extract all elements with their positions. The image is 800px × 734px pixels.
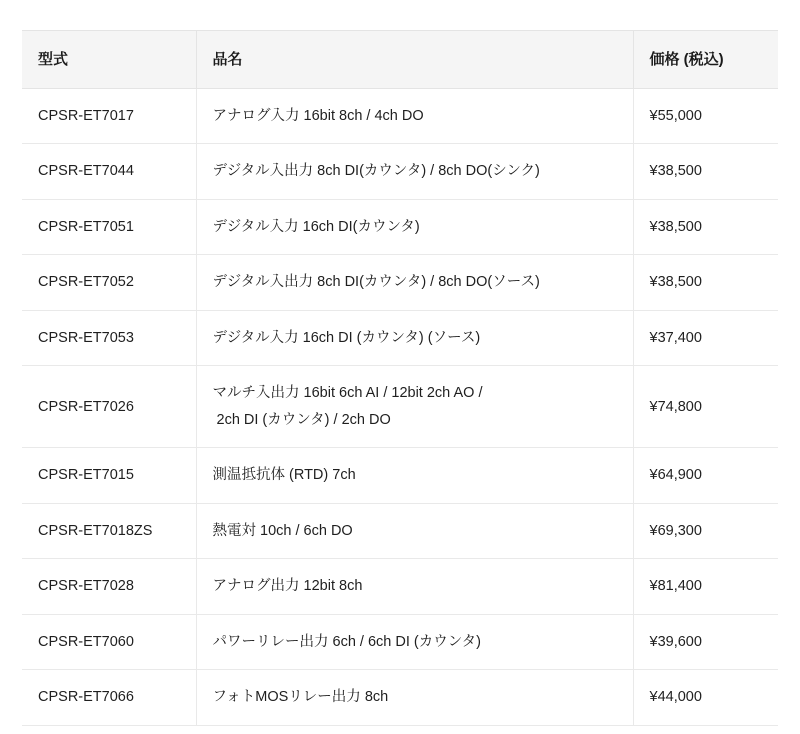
cell-model: CPSR-ET7060 [22,614,196,669]
cell-price: ¥38,500 [633,255,778,310]
column-header-price: 価格 (税込) [633,31,778,89]
cell-model: CPSR-ET7053 [22,310,196,365]
cell-name-line: 測温抵抗体 (RTD) 7ch [212,467,356,484]
cell-price: ¥38,500 [633,144,778,199]
cell-name [196,448,633,503]
cell-model: CPSR-ET7044 [22,144,196,199]
cell-model: CPSR-ET7015 [22,448,196,503]
table-header [22,31,778,89]
table-row [22,614,778,669]
cell-model: CPSR-ET7052 [22,255,196,310]
cell-name [196,255,633,310]
table-row [22,448,778,503]
cell-name [196,503,633,558]
table-row [22,255,778,310]
cell-name [196,366,633,448]
table-row [22,199,778,254]
cell-price: ¥39,600 [633,614,778,669]
cell-price: ¥38,500 [633,199,778,254]
product-price-table [22,30,778,726]
cell-model: CPSR-ET7066 [22,670,196,725]
table-row [22,503,778,558]
cell-price: ¥74,800 [633,366,778,448]
cell-name-line: 熱電対 10ch / 6ch DO [212,522,353,539]
cell-price: ¥55,000 [633,89,778,144]
cell-model: CPSR-ET7017 [22,89,196,144]
table-body [22,89,778,726]
cell-model: CPSR-ET7051 [22,199,196,254]
table-row [22,144,778,199]
cell-name [196,559,633,614]
column-header-model: 型式 [22,31,196,89]
cell-name-line: デジタル入出力 8ch DI(カウンタ) / 8ch DO(シンク) [212,163,540,180]
cell-name-line: アナログ出力 12bit 8ch [212,578,363,595]
table-row [22,89,778,144]
cell-name [196,670,633,725]
cell-name-line: パワーリレー出力 6ch / 6ch DI (カウンタ) [212,633,482,650]
cell-name-line: アナログ入力 16bit 8ch / 4ch DO [212,108,424,124]
cell-model: CPSR-ET7028 [22,559,196,614]
cell-name-line: デジタル入出力 8ch DI(カウンタ) / 8ch DO(ソース) [212,274,540,291]
cell-name-line: デジタル入力 16ch DI (カウンタ) (ソース) [212,329,481,346]
table-row [22,366,778,448]
cell-price: ¥64,900 [633,448,778,503]
cell-name-line: 2ch DI (カウンタ) / 2ch DO [216,411,391,428]
column-header-name: 品名 [196,31,633,89]
cell-price: ¥81,400 [633,559,778,614]
table-row [22,310,778,365]
table-row [22,670,778,725]
cell-name [196,199,633,254]
table-row [22,559,778,614]
cell-price: ¥69,300 [633,503,778,558]
cell-price: ¥37,400 [633,310,778,365]
cell-model: CPSR-ET7026 [22,366,196,448]
cell-name-line: デジタル入力 16ch DI(カウンタ) [212,218,420,235]
cell-model: CPSR-ET7018ZS [22,503,196,558]
cell-name [196,144,633,199]
cell-name-line: マルチ入出力 16bit 6ch AI / 12bit 2ch AO / [212,385,483,402]
cell-name [196,310,633,365]
table-header-row [22,31,778,89]
cell-name [196,89,633,144]
cell-price: ¥44,000 [633,670,778,725]
cell-name-line: フォトMOSリレー出力 8ch [212,689,389,706]
cell-name [196,614,633,669]
